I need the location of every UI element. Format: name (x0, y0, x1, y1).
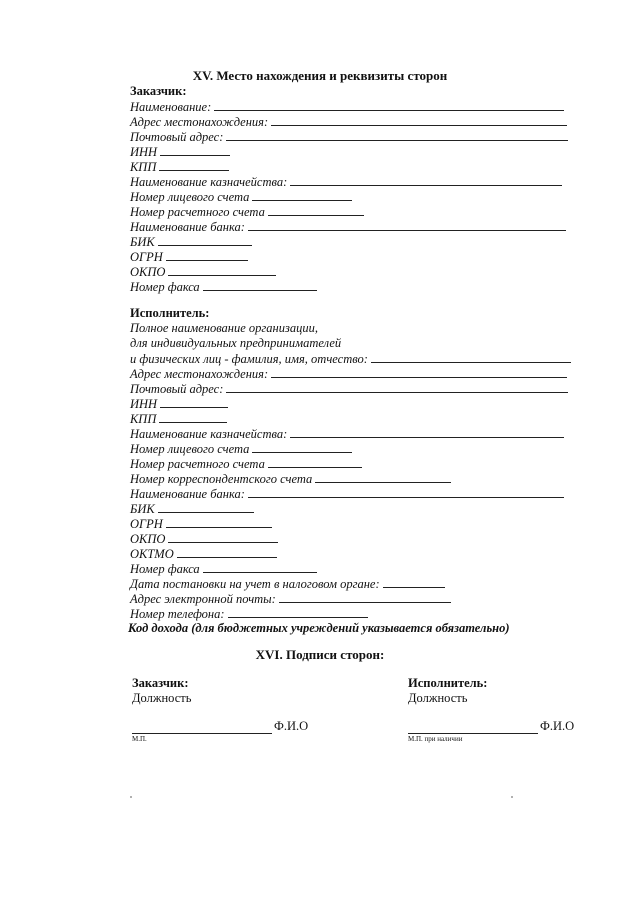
fill-line[interactable] (290, 174, 562, 186)
executor-name-line-3: и физических лиц - фамилия, имя, отчество: (130, 351, 571, 367)
fill-line[interactable] (160, 144, 230, 156)
fill-line[interactable] (168, 264, 276, 276)
fill-line[interactable] (160, 396, 228, 408)
executor-field-bank: Наименование банка: (130, 486, 564, 502)
fill-line[interactable] (252, 189, 352, 201)
fill-line[interactable] (158, 234, 252, 246)
executor-field-settlement-account: Номер расчетного счета (130, 456, 362, 472)
sign-executor-fio: Ф.И.О (540, 719, 575, 733)
customer-field-postal: Почтовый адрес: (130, 129, 568, 145)
section-16-title: XVI. Подписи сторон: (255, 647, 385, 662)
sign-customer-header: Заказчик: (132, 676, 189, 690)
fill-line[interactable] (383, 576, 445, 588)
income-code-note: Код дохода (для бюджетных учреждений указывается обязательно) (128, 621, 510, 635)
fill-line[interactable] (159, 411, 227, 423)
executor-header: Исполнитель: (130, 306, 210, 320)
customer-field-address: Адрес местонахождения: (130, 114, 567, 130)
executor-field-fax: Номер факса (130, 561, 317, 577)
sign-executor-position: Должность (408, 691, 468, 705)
executor-field-address: Адрес местонахождения: (130, 366, 567, 382)
executor-field-corr-account: Номер корреспондентского счета (130, 471, 451, 487)
scan-speck (511, 796, 513, 798)
fill-line[interactable] (290, 426, 564, 438)
executor-field-bik: БИК (130, 501, 254, 517)
fill-line[interactable] (166, 249, 248, 261)
fill-line[interactable] (271, 366, 567, 378)
fill-line[interactable] (226, 129, 568, 141)
customer-field-okpo: ОКПО (130, 264, 276, 280)
executor-name-line-1: Полное наименование организации, (130, 321, 319, 335)
fill-line[interactable] (248, 219, 566, 231)
fill-line[interactable] (279, 591, 451, 603)
fill-line[interactable] (168, 531, 278, 543)
fill-line[interactable] (177, 546, 277, 558)
fill-line[interactable] (268, 456, 362, 468)
customer-field-treasury: Наименование казначейства: (130, 174, 562, 190)
customer-field-bik: БИК (130, 234, 252, 250)
sign-customer-fio: Ф.И.О (274, 719, 309, 733)
fill-line[interactable] (203, 279, 317, 291)
customer-field-kpp: КПП (130, 159, 229, 175)
fill-line[interactable] (166, 516, 272, 528)
sign-executor-stamp: М.П. при наличии (408, 735, 463, 743)
sign-executor-header: Исполнитель: (408, 676, 488, 690)
executor-field-oktmo: ОКТМО (130, 546, 277, 562)
customer-field-ogrn: ОГРН (130, 249, 248, 265)
fill-line[interactable] (271, 114, 567, 126)
fill-line[interactable] (268, 204, 364, 216)
fill-line[interactable] (248, 486, 564, 498)
customer-field-inn: ИНН (130, 144, 230, 160)
executor-field-inn: ИНН (130, 396, 228, 412)
fill-line[interactable] (226, 381, 568, 393)
customer-field-fax: Номер факса (130, 279, 317, 295)
section-15-title: XV. Место нахождения и реквизиты сторон (192, 68, 448, 83)
fill-line[interactable] (228, 606, 368, 618)
executor-field-personal-account: Номер лицевого счета (130, 441, 352, 457)
fill-line[interactable] (214, 99, 564, 111)
executor-field-tax-registration-date: Дата постановки на учет в налоговом органе: (130, 576, 445, 592)
fill-line[interactable] (203, 561, 317, 573)
executor-field-ogrn: ОГРН (130, 516, 272, 532)
fill-line[interactable] (371, 351, 571, 363)
scan-speck (130, 796, 132, 798)
fill-line[interactable] (252, 441, 352, 453)
executor-field-phone: Номер телефона: (130, 606, 368, 622)
executor-field-treasury: Наименование казначейства: (130, 426, 564, 442)
executor-field-okpo: ОКПО (130, 531, 278, 547)
customer-field-name: Наименование: (130, 99, 564, 115)
customer-header: Заказчик: (130, 84, 187, 98)
executor-field-kpp: КПП (130, 411, 227, 427)
sign-customer-position: Должность (132, 691, 192, 705)
executor-field-postal: Почтовый адрес: (130, 381, 568, 397)
executor-name-line-2: для индивидуальных предпринимателей (130, 336, 342, 350)
fill-line[interactable] (158, 501, 254, 513)
sign-customer-signature-line[interactable] (132, 733, 272, 734)
customer-field-bank: Наименование банка: (130, 219, 566, 235)
sign-customer-stamp: М.П. (132, 735, 147, 743)
customer-field-settlement-account: Номер расчетного счета (130, 204, 364, 220)
fill-line[interactable] (159, 159, 229, 171)
executor-field-email: Адрес электронной почты: (130, 591, 451, 607)
sign-executor-signature-line[interactable] (408, 733, 538, 734)
customer-field-personal-account: Номер лицевого счета (130, 189, 352, 205)
fill-line[interactable] (315, 471, 451, 483)
